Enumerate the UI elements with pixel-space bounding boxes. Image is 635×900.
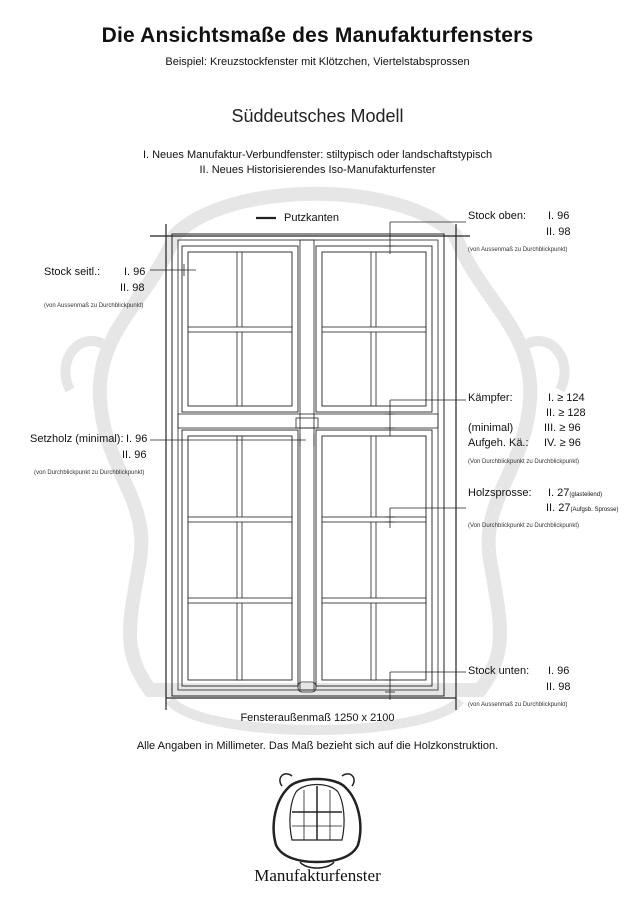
stock-oben-note: (von Aussenmaß zu Durchblickpunkt) xyxy=(468,247,568,253)
model-heading: Süddeutsches Modell xyxy=(231,106,404,126)
holzsprosse-label: Holzsprosse: xyxy=(468,487,532,499)
stock-oben-value-2: II. 98 xyxy=(546,226,571,238)
kaempfer-value-3: III. ≥ 96 xyxy=(544,422,581,434)
stock-oben-label: Stock oben: xyxy=(468,210,527,222)
glazing-bars xyxy=(188,252,426,680)
kaempfer-value-2: II. ≥ 128 xyxy=(546,407,586,419)
kaempfer-note: (Von Durchblickpunkt zu Durchblickpunkt) xyxy=(468,459,580,465)
page-title: Die Ansichtsmaße des Manufakturfensters xyxy=(101,24,534,47)
kaempfer-value-4: IV. ≥ 96 xyxy=(544,437,581,449)
stock-unten-value-1: I. 96 xyxy=(548,665,570,677)
units-note: Alle Angaben in Millimeter. Das Maß bezieht sich auf die Holzkonstruktion. xyxy=(136,740,499,752)
setzholz-value-2: II. 96 xyxy=(122,449,147,461)
mullion xyxy=(300,240,314,690)
setzholz-note: (von Durchblickpunkt zu Durchblickpunkt) xyxy=(34,470,145,476)
stock-unten-value-2: II. 98 xyxy=(546,681,571,693)
holzsprosse-note: (Von Durchblickpunkt zu Durchblickpunkt) xyxy=(468,523,580,529)
dimension-markers xyxy=(150,218,466,700)
outer-frame xyxy=(172,234,444,696)
model-list xyxy=(0,148,635,178)
holzsprosse-value-2: II. 27(Aufgsb. Sprosse) xyxy=(546,502,619,514)
stock-seitl-value-1: I. 96 xyxy=(124,266,146,278)
window-frame xyxy=(150,224,470,710)
kaempfer-value-1: I. ≥ 124 xyxy=(548,392,585,404)
stock-seitl-label: Stock seitl.: xyxy=(44,266,101,278)
stock-seitl-note: (von Aussenmaß zu Durchblickpunkt) xyxy=(44,303,144,309)
sashes xyxy=(182,246,432,686)
holzsprosse-value-1: I. 27(glasteilend) xyxy=(548,487,603,499)
putzkanten-label: Putzkanten xyxy=(284,212,340,224)
brand-name: Manufakturfenster xyxy=(254,866,381,885)
stock-unten-note: (von Aussenmaß zu Durchblickpunkt) xyxy=(468,702,568,708)
stock-unten-label: Stock unten: xyxy=(468,665,530,677)
setzholz-label: Setzholz (minimal): xyxy=(30,433,124,445)
stock-oben-value-1: I. 96 xyxy=(548,210,570,222)
kaempfer-label-minimal: (minimal) xyxy=(468,422,514,434)
kaempfer-label-aufgeh: Aufgeh. Kä.: xyxy=(468,437,529,449)
setzholz-value-1: I. 96 xyxy=(126,433,148,445)
model-item: II. Neues Historisierendes Iso-Manufakturfenster xyxy=(199,164,436,176)
page-subtitle: Beispiel: Kreuzstockfenster mit Klötzchen, Viertelstabsprossen xyxy=(165,56,470,68)
kaempfer-label: Kämpfer: xyxy=(468,392,513,404)
stock-seitl-value-2: II. 98 xyxy=(120,282,145,294)
model-item: I. Neues Manufaktur-Verbundfenster: stiltypisch oder landschaftstypisch xyxy=(142,149,493,161)
brand-emblem-icon xyxy=(274,774,361,868)
window-dimensions: Fensteraußenmaß 1250 x 2100 xyxy=(240,712,395,724)
transom xyxy=(178,414,438,428)
